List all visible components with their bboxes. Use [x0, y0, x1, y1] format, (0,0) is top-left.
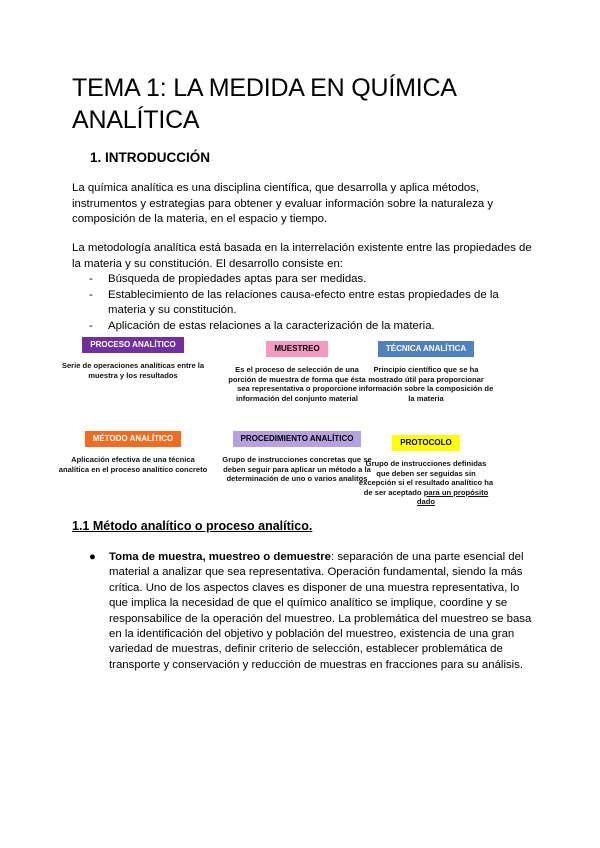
- concept-label: MUESTREO: [266, 341, 327, 357]
- dash-marker: -: [89, 288, 93, 301]
- page-title: TEMA 1: LA MEDIDA EN QUÍMICA ANALÍTICA: [72, 74, 456, 134]
- concept-description: Serie de operaciones analíticas entre la muestra y los resultados: [61, 361, 205, 380]
- list-item: [72, 550, 532, 673]
- concept-label: PROCESO ANALÍTICO: [82, 337, 183, 353]
- concept-description: Grupo de instrucciones definidas que deben ser seguidas sin excepción si el resultado analítico ha de ser aceptado para un propósito dado: [358, 459, 494, 507]
- list-item: - Aplicación de estas relaciones a la caracterización de la materia.: [72, 319, 532, 335]
- methodology-paragraph: La metodología analítica está basada en la interrelación existente entre las propiedades de la materia y su constitución. El desarrollo consiste en:: [72, 242, 532, 270]
- concept-description: Es el proceso de selección de una porción de muestra de forma que ésta sea representativa o proporcione información del conjunto material: [228, 365, 366, 403]
- concept-procedimiento-analitico: [222, 428, 372, 484]
- concept-muestreo: [222, 338, 372, 403]
- list-item: - Búsqueda de propiedades aptas para ser medidas.: [72, 272, 532, 288]
- dash-marker: -: [89, 319, 93, 332]
- concept-description: Aplicación efectiva de una técnica analítica en el proceso analítico concreto: [58, 455, 208, 474]
- concept-description: Grupo de instrucciones concretas que se deben seguir para aplicar un método a la determinación de uno o varios analitos: [222, 455, 372, 484]
- concept-label: TÉCNICA ANALÍTICA: [378, 341, 474, 357]
- concept-label: PROCEDIMIENTO ANALÍTICO: [233, 431, 362, 447]
- development-steps-list: [72, 272, 532, 334]
- underlined-text: para un propósito dado: [416, 487, 489, 507]
- list-item: - Establecimiento de las relaciones causa-efecto entre estas propiedades de la materia y su constitución.: [89, 288, 499, 316]
- bullet-icon: ●: [89, 551, 96, 563]
- intro-paragraph: La química analítica es una disciplina científica, que desarrolla y aplica métodos, instrumentos y estrategias para obtener y evaluar información sobre la naturaleza y composición de la materia, en el espacio y tiempo.: [72, 182, 494, 225]
- bold-term: Toma de muestra, muestreo o demuestre: [109, 551, 331, 563]
- bullet-list: [72, 550, 532, 673]
- item-text: : separación de una parte esencial del material a analizar que sea representativa. Operación fundamental, siendo la más crítica. Uno de los aspectos claves es disponer de una muestra representativa, lo que implica la necesidad de que el químico analítico se implique, coordine y se responsabilice de la operación del muestreo. La problemática del muestreo se basa en la identificación del objetivo y población del muestreo, existencia de una gran variedad de muestras, definir criterio de selección, establecer problemática de transporte y conservación y reducción de muestras en fracciones para su análisis.: [109, 551, 532, 671]
- concept-description: Principio científico que se ha mostrado útil para proporcionar información sobre la composición de la materia: [358, 365, 494, 403]
- concept-label: PROTOCOLO: [392, 435, 459, 451]
- concept-tecnica-analitica: [358, 338, 494, 403]
- concept-protocolo: [358, 432, 494, 507]
- subsection-heading: 1.1 Método analítico o proceso analítico.: [72, 519, 313, 533]
- dash-marker: -: [89, 273, 93, 285]
- concept-proceso-analitico: [58, 334, 208, 380]
- concept-metodo-analitico: [58, 428, 208, 474]
- section-heading-introduccion: 1. INTRODUCCIÓN: [90, 150, 211, 165]
- concept-label: MÉTODO ANALÍTICO: [85, 431, 181, 447]
